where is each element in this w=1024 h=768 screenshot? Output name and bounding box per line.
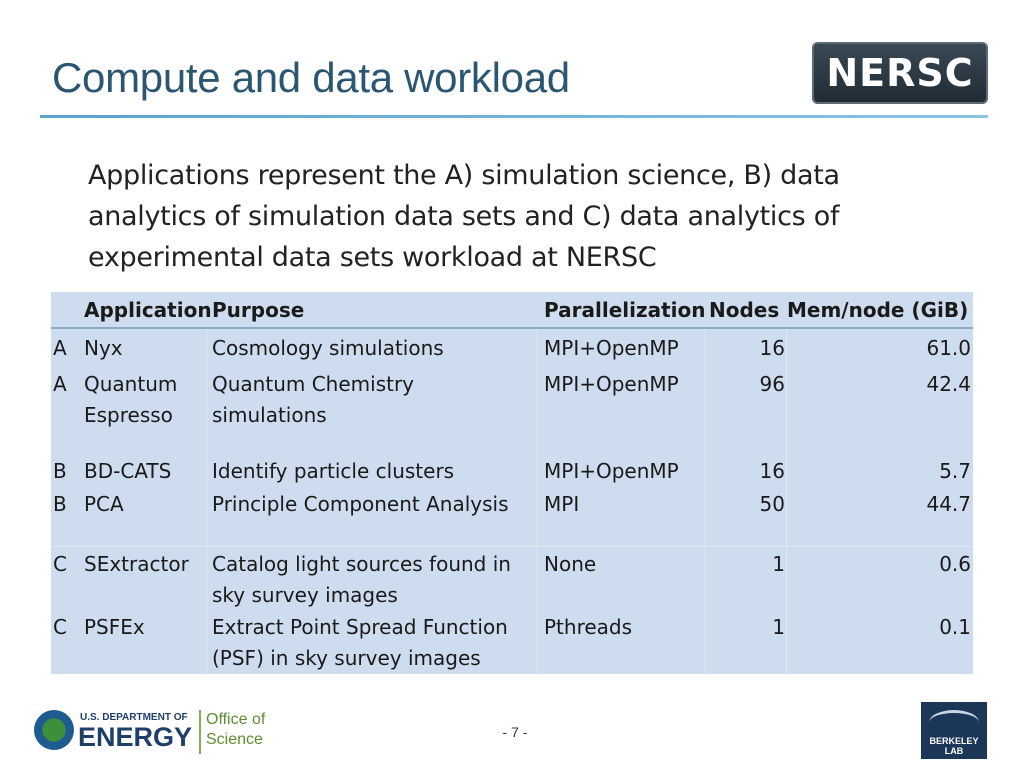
row-parallelization: MPI+OpenMP (544, 372, 679, 396)
office-line: Office of (206, 711, 266, 728)
workload-table (51, 292, 973, 674)
doe-office-of-science-logo (34, 708, 279, 758)
doe-big-text: ENERGY (78, 722, 193, 752)
doe-seal-icon (34, 710, 74, 750)
row-class: B (53, 492, 67, 516)
row-application: Nyx (84, 336, 123, 360)
row-parallelization: MPI+OpenMP (544, 459, 679, 483)
header-nodes: Nodes (709, 298, 780, 322)
header-application: Application (84, 298, 212, 322)
slide-title: Compute and data workload (52, 54, 570, 101)
row-mem: 0.1 (939, 615, 971, 639)
row-parallelization: MPI (544, 492, 580, 516)
row-purpose: Quantum Chemistry (212, 372, 415, 396)
title-underline (40, 115, 988, 118)
office-line: Science (206, 731, 263, 748)
row-class: C (53, 615, 67, 639)
row-class: C (53, 552, 67, 576)
row-mem: 42.4 (926, 372, 971, 396)
group-divider (51, 546, 973, 547)
row-parallelization: Pthreads (544, 615, 633, 639)
row-class: A (53, 372, 67, 396)
office-of-science-text (206, 710, 265, 750)
row-purpose: Cosmology simulations (212, 336, 444, 360)
row-parallelization: None (544, 552, 597, 576)
intro-paragraph (88, 155, 908, 278)
row-mem: 0.6 (939, 552, 971, 576)
row-purpose: Extract Point Spread Function (212, 615, 508, 639)
row-application: Espresso (84, 403, 173, 427)
row-purpose: Identify particle clusters (212, 459, 455, 483)
column-divider (705, 329, 706, 674)
intro-line: analytics of simulation data sets and C) data analytics of (88, 201, 840, 232)
row-nodes: 96 (759, 372, 785, 396)
row-application: BD-CATS (84, 459, 172, 483)
row-purpose: Catalog light sources found in (212, 552, 511, 576)
row-application: PSFEx (84, 615, 145, 639)
header-mem-node: Mem/node (GiB) (787, 298, 969, 322)
page-number: - 7 - (502, 724, 528, 740)
berkeley-lab-logo (921, 702, 987, 759)
header-divider (51, 327, 973, 329)
row-mem: 44.7 (926, 492, 971, 516)
row-class: A (53, 336, 67, 360)
column-divider (206, 329, 207, 674)
doe-small-text: U.S. DEPARTMENT OF (80, 712, 188, 723)
row-application: PCA (84, 492, 124, 516)
row-application: SExtractor (84, 552, 189, 576)
row-purpose: (PSF) in sky survey images (212, 646, 481, 670)
row-application: Quantum (84, 372, 178, 396)
row-purpose: sky survey images (212, 583, 398, 607)
intro-line: Applications represent the A) simulation science, B) data (88, 160, 840, 191)
intro-line: experimental data sets workload at NERSC (88, 242, 657, 273)
row-nodes: 16 (759, 459, 785, 483)
nersc-logo: NERSC (812, 42, 988, 104)
row-nodes: 16 (759, 336, 785, 360)
row-mem: 61.0 (926, 336, 971, 360)
header-parallelization: Parallelization (544, 298, 706, 322)
logo-divider (199, 710, 201, 754)
row-nodes: 1 (772, 615, 785, 639)
row-mem: 5.7 (939, 459, 971, 483)
berkeley-lab-text: BERKELEY LAB (929, 736, 979, 756)
header-purpose: Purpose (212, 298, 305, 322)
berkeley-arc-icon (929, 710, 979, 735)
row-nodes: 1 (772, 552, 785, 576)
column-divider (537, 329, 538, 674)
row-class: B (53, 459, 67, 483)
row-purpose: simulations (212, 403, 327, 427)
row-nodes: 50 (759, 492, 785, 516)
row-purpose: Principle Component Analysis (212, 492, 509, 516)
row-parallelization: MPI+OpenMP (544, 336, 679, 360)
